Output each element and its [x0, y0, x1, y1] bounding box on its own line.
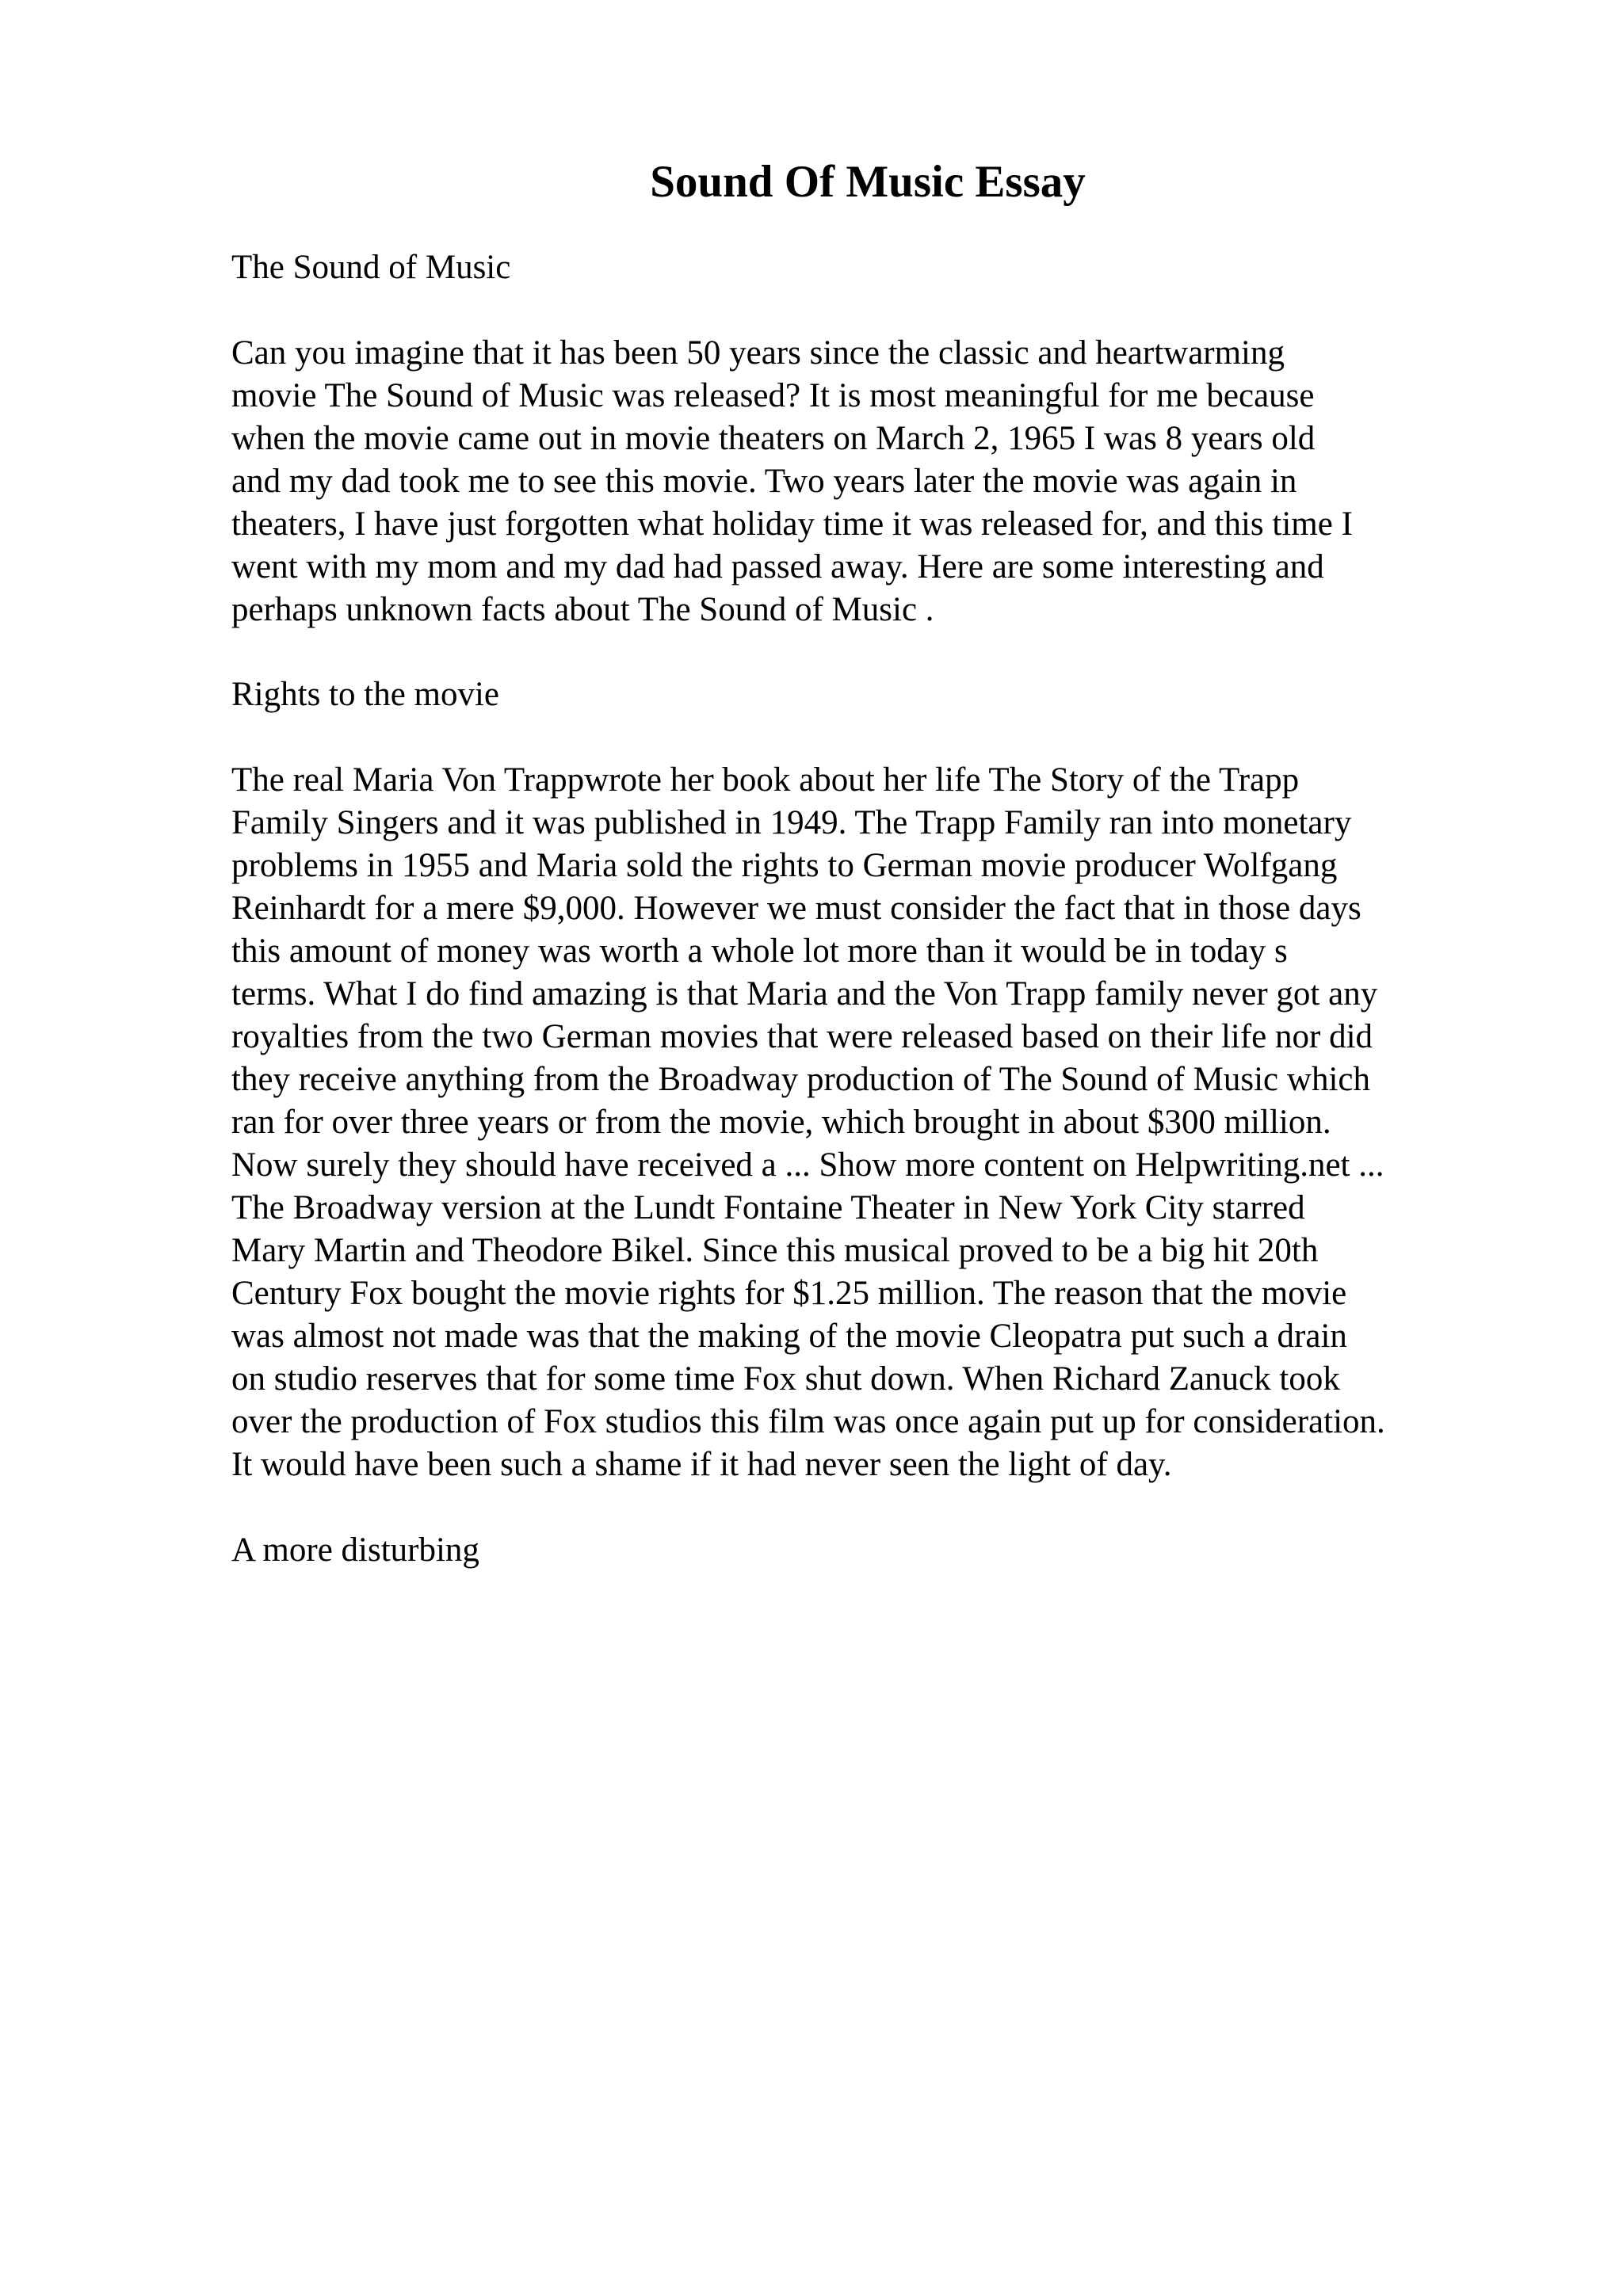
- paragraph-line: royalties from the two German movies that were released based on their life nor did: [231, 1018, 1373, 1055]
- paragraph-introduction: [231, 332, 1499, 631]
- section-heading-more-disturbing: A more disturbing: [231, 1531, 479, 1569]
- paragraph-line: The Broadway version at the Lundt Fontaine Theater in New York City starred: [231, 1189, 1305, 1226]
- paragraph-line: they receive anything from the Broadway production of The Sound of Music which: [231, 1061, 1370, 1098]
- paragraph-line: The real Maria Von Trappwrote her book about her life The Story of the Trapp: [231, 761, 1300, 799]
- document-title: Sound Of Music Essay: [650, 157, 1086, 207]
- paragraph-line: movie The Sound of Music was released? It is most meaningful for me because: [231, 377, 1315, 414]
- paragraph-line: and my dad took me to see this movie. Two years later the movie was again in: [231, 463, 1297, 500]
- paragraph-line: problems in 1955 and Maria sold the rights to German movie producer Wolfgang: [231, 847, 1338, 884]
- paragraph-rights: [231, 759, 1499, 1486]
- paragraph-line: Reinhardt for a mere $9,000. However we must consider the fact that in those days: [231, 890, 1361, 927]
- paragraph-line: this amount of money was worth a whole lot more than it would be in today s: [231, 933, 1288, 970]
- paragraph-line: when the movie came out in movie theaters on March 2, 1965 I was 8 years old: [231, 420, 1316, 457]
- paragraph-line: was almost not made was that the making of the movie Cleopatra put such a drain: [231, 1318, 1347, 1355]
- paragraph-line: over the production of Fox studios this film was once again put up for consideration.: [231, 1403, 1385, 1440]
- section-heading-rights: Rights to the movie: [231, 676, 500, 713]
- paragraph-line: on studio reserves that for some time Fox shut down. When Richard Zanuck took: [231, 1360, 1340, 1398]
- paragraph-line: Now surely they should have received a ... Show more content on Helpwriting.net ...: [231, 1146, 1384, 1184]
- paragraph-line: Century Fox bought the movie rights for $1.25 million. The reason that the movie: [231, 1275, 1347, 1312]
- paragraph-line: Family Singers and it was published in 1949. The Trapp Family ran into monetary: [231, 804, 1352, 841]
- paragraph-line: It would have been such a shame if it had never seen the light of day.: [231, 1446, 1172, 1483]
- paragraph-line: went with my mom and my dad had passed away. Here are some interesting and: [231, 548, 1324, 585]
- paragraph-line: perhaps unknown facts about The Sound of Music .: [231, 591, 934, 628]
- paragraph-line: ran for over three years or from the movie, which brought in about $300 million.: [231, 1104, 1331, 1141]
- paragraph-line: theaters, I have just forgotten what holiday time it was released for, and this time I: [231, 505, 1353, 543]
- paragraph-line: Mary Martin and Theodore Bikel. Since this musical proved to be a big hit 20th: [231, 1232, 1319, 1269]
- section-heading-sound-of-music: The Sound of Music: [231, 249, 511, 286]
- paragraph-line: Can you imagine that it has been 50 years since the classic and heartwarming: [231, 334, 1285, 372]
- paragraph-line: terms. What I do find amazing is that Maria and the Von Trapp family never got any: [231, 975, 1378, 1013]
